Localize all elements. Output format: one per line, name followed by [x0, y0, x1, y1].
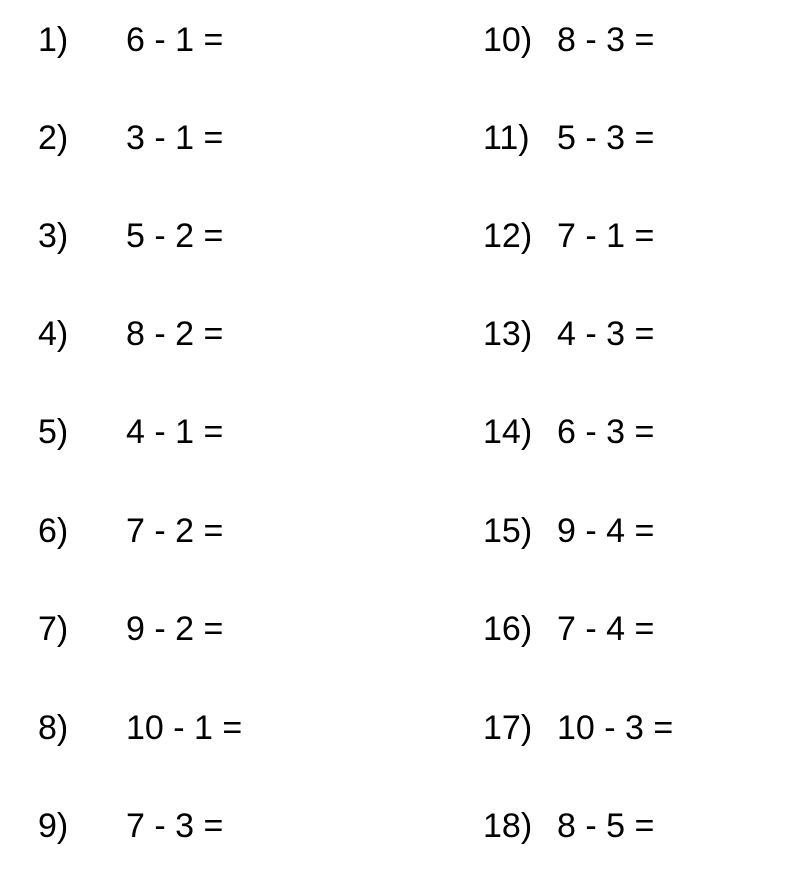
problem-number: 2)	[38, 119, 69, 157]
problem-expression: 6 - 1 =	[126, 21, 224, 59]
problem-number: 7)	[38, 610, 69, 648]
problem-number: 17)	[483, 709, 533, 747]
problem-number: 9)	[38, 807, 69, 845]
problem-expression: 7 - 1 =	[557, 217, 655, 255]
problem-expression: 5 - 3 =	[557, 119, 655, 157]
right-problem-column	[483, 0, 800, 877]
problem-number: 3)	[38, 217, 69, 255]
problem-expression: 6 - 3 =	[557, 413, 655, 451]
problem-expression: 8 - 3 =	[557, 21, 655, 59]
problem-number: 14)	[483, 413, 533, 451]
problem-number: 10)	[483, 21, 533, 59]
problem-number: 5)	[38, 413, 69, 451]
problem-number: 11)	[483, 119, 530, 157]
problem-number: 13)	[483, 315, 533, 353]
problem-expression: 8 - 5 =	[557, 807, 655, 845]
problem-expression: 5 - 2 =	[126, 217, 224, 255]
problem-number: 8)	[38, 709, 69, 747]
problem-number: 6)	[38, 512, 69, 550]
problem-expression: 7 - 2 =	[126, 512, 224, 550]
problem-expression: 7 - 3 =	[126, 807, 224, 845]
problem-number: 15)	[483, 512, 533, 550]
problem-expression: 9 - 2 =	[126, 610, 224, 648]
problem-number: 18)	[483, 807, 533, 845]
problem-number: 1)	[38, 21, 69, 59]
problem-expression: 9 - 4 =	[557, 512, 655, 550]
problem-expression: 4 - 1 =	[126, 413, 224, 451]
problem-expression: 10 - 1 =	[126, 709, 243, 747]
problem-expression: 7 - 4 =	[557, 610, 655, 648]
problem-expression: 8 - 2 =	[126, 315, 224, 353]
problem-expression: 3 - 1 =	[126, 119, 224, 157]
problem-number: 16)	[483, 610, 533, 648]
problem-expression: 10 - 3 =	[557, 709, 674, 747]
problem-expression: 4 - 3 =	[557, 315, 655, 353]
problem-number: 12)	[483, 217, 533, 255]
problem-number: 4)	[38, 315, 69, 353]
left-problem-column	[38, 0, 418, 877]
